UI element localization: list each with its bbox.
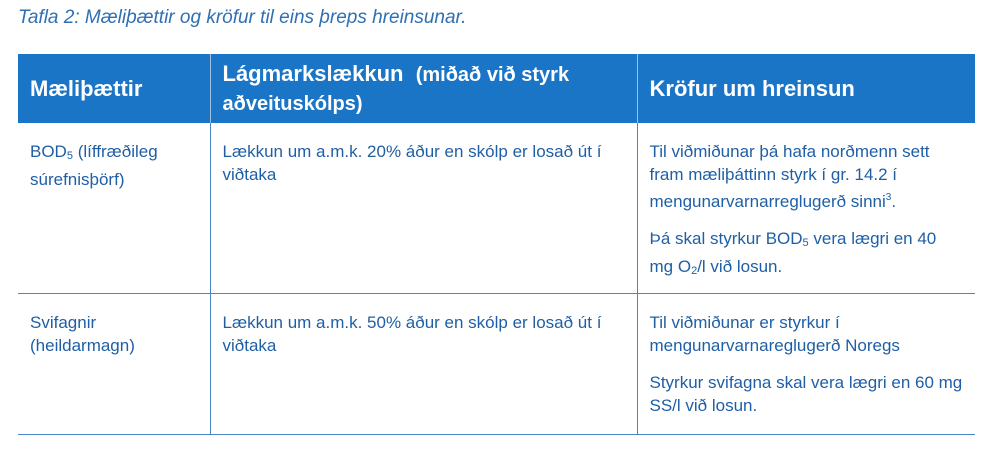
- req-text-a: Þá skal styrkur BOD: [649, 229, 803, 248]
- cell-parameter: [18, 123, 210, 294]
- req-subscript: 5: [802, 237, 809, 249]
- footnote-marker: 3: [885, 192, 892, 203]
- header-min-reduction: [210, 54, 637, 123]
- req-text-b: vera lægri en 40 mg O: [649, 229, 937, 276]
- cell-requirements: [637, 294, 975, 435]
- table-header: [18, 54, 975, 123]
- requirement-paragraph: [650, 227, 964, 283]
- requirement-paragraph: [650, 140, 964, 213]
- param-prefix: BOD: [30, 142, 67, 161]
- table-row: [18, 123, 975, 294]
- requirement-paragraph: Styrkur svifagna skal vera lægri en 60 mg SS/l við losun.: [649, 373, 963, 415]
- requirements-table: [18, 54, 975, 435]
- req-text: Til viðmiðunar þá hafa norðmenn sett fram mæliþáttinn styrk í gr. 14.2 í mengunarvarnarreglugerð sinni: [649, 142, 930, 211]
- table-caption: Tafla 2: Mæliþættir og kröfur til eins þreps hreinsunar.: [18, 7, 467, 28]
- cell-requirements: [637, 123, 975, 294]
- header-min-reduction-main: Lágmarkslækkun: [222, 60, 404, 86]
- cell-reduction: Lækkun um a.m.k. 20% áður en skólp er losað út í viðtaka: [210, 123, 637, 294]
- header-parameters: Mæliþættir: [18, 54, 210, 123]
- req-subscript-2: 2: [691, 265, 698, 277]
- req-text-c: /l við losun.: [697, 257, 783, 276]
- cell-reduction: Lækkun um a.m.k. 50% áður en skólp er losað út í viðtaka: [210, 294, 637, 435]
- header-min-reduction-note: (miðað við styrk aðveituskólps): [222, 63, 570, 115]
- table-row: [18, 294, 975, 435]
- req-text-end: .: [891, 192, 897, 211]
- requirement-paragraph: Til viðmiðunar er styrkur í mengunarvarnareglugerð Noregs: [649, 313, 900, 355]
- param-suffix: (líffræðileg súrefnisþörf): [30, 142, 158, 189]
- header-requirements: Kröfur um hreinsun: [637, 54, 975, 123]
- cell-parameter: Svifagnir (heildarmagn): [18, 294, 210, 435]
- param-subscript: 5: [66, 150, 73, 162]
